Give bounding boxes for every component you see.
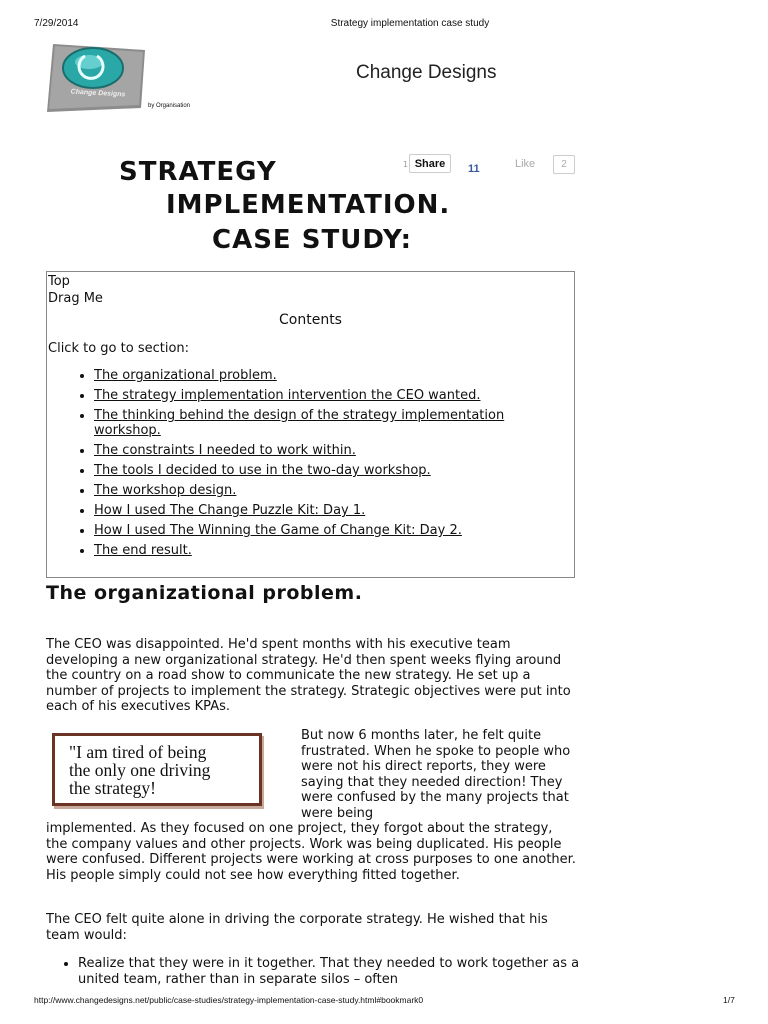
toc-item [94,443,564,458]
toc-list [47,368,564,563]
toc-link-workshop-design[interactable]: The workshop design. [94,483,237,498]
toc-item [94,463,564,478]
page-title-line-2: IMPLEMENTATION. [166,190,451,220]
quote-line: the strategy! [69,778,156,798]
quote-line: the only one driving [69,760,211,780]
paragraph-2-wrap: But now 6 months later, he felt quite frustrated. When he spoke to people who were not his direct reports, they were saying that they needed direction! They were confused by the many projects that were being [301,728,571,821]
paragraph-1: The CEO was disappointed. He'd spent months with his executive team developing a new organizational strategy. He'd then spent weeks flying around the country on a road show to communicate the new strategy. He set up a number of projects to implement the strategy. Strategic objectives were put into each of his executives KPAs. [46,637,571,714]
toc-item [94,368,564,383]
print-doc-title: Strategy implementation case study [330,18,490,29]
table-of-contents [46,271,575,578]
toc-link-end-result[interactable]: The end result. [94,543,192,558]
toc-link-day-1[interactable]: How I used The Change Puzzle Kit: Day 1. [94,503,366,518]
share-button[interactable]: Share [409,154,451,173]
logo-text: Change Designs [70,88,126,99]
toc-item [94,388,564,403]
toc-link-organizational-problem[interactable]: The organizational problem. [94,368,277,383]
paragraph-2-cont: implemented. As they focused on one project, they forgot about the strategy, the company values and other projects. Work was being duplicated. His people were confused. Different projects were working at cross purposes to one another. His people simply could not see how everything fitted together. [46,821,576,883]
brand-name: Change Designs [356,62,497,83]
toc-link-constraints[interactable]: The constraints I needed to work within. [94,443,356,458]
toc-item [94,543,564,558]
toc-item [94,503,564,518]
page-title-line-3: CASE STUDY: [212,225,412,255]
logo-tagline: by Organisation [148,103,191,109]
page-title-line-1: STRATEGY [119,157,277,187]
section-heading: The organizational problem. [46,582,363,604]
toc-link-thinking[interactable]: The thinking behind the design of the strategy implementation workshop. [94,408,505,438]
toc-drag-handle[interactable]: Drag Me [48,291,103,306]
toc-link-day-2[interactable]: How I used The Winning the Game of Change Kit: Day 2. [94,523,462,538]
toc-heading: Contents [279,312,342,328]
change-designs-logo[interactable] [45,42,147,112]
toc-item [94,483,564,498]
share-badge: 1 [403,160,409,169]
wish-list [46,956,608,987]
like-button[interactable]: Like [515,158,536,170]
toc-item [94,408,564,438]
like-count: 2 [553,155,575,174]
paragraph-3: The CEO felt quite alone in driving the corporate strategy. He wished that his team would: [46,912,548,943]
quote-line: "I am tired of being [69,742,207,762]
toc-top-link[interactable]: Top [48,274,70,289]
print-url: http://www.changedesigns.net/public/case-studies/strategy-implementation-case-study.html#bookmark0 [34,995,424,1005]
logo-graphic [45,42,147,112]
pull-quote [52,733,262,806]
share-count: 11 [468,163,480,175]
toc-intro: Click to go to section: [48,341,190,356]
list-item: • Realize that they were in it together. That they needed to work together as a united team, rather than in separate silos – often [78,956,608,987]
pull-quote-text [69,743,210,797]
page-number: 1/7 [723,995,735,1005]
toc-item [94,523,564,538]
toc-link-intervention[interactable]: The strategy implementation intervention the CEO wanted. [94,388,481,403]
print-date: 7/29/2014 [34,18,79,29]
toc-link-tools[interactable]: The tools I decided to use in the two-day workshop. [94,463,431,478]
